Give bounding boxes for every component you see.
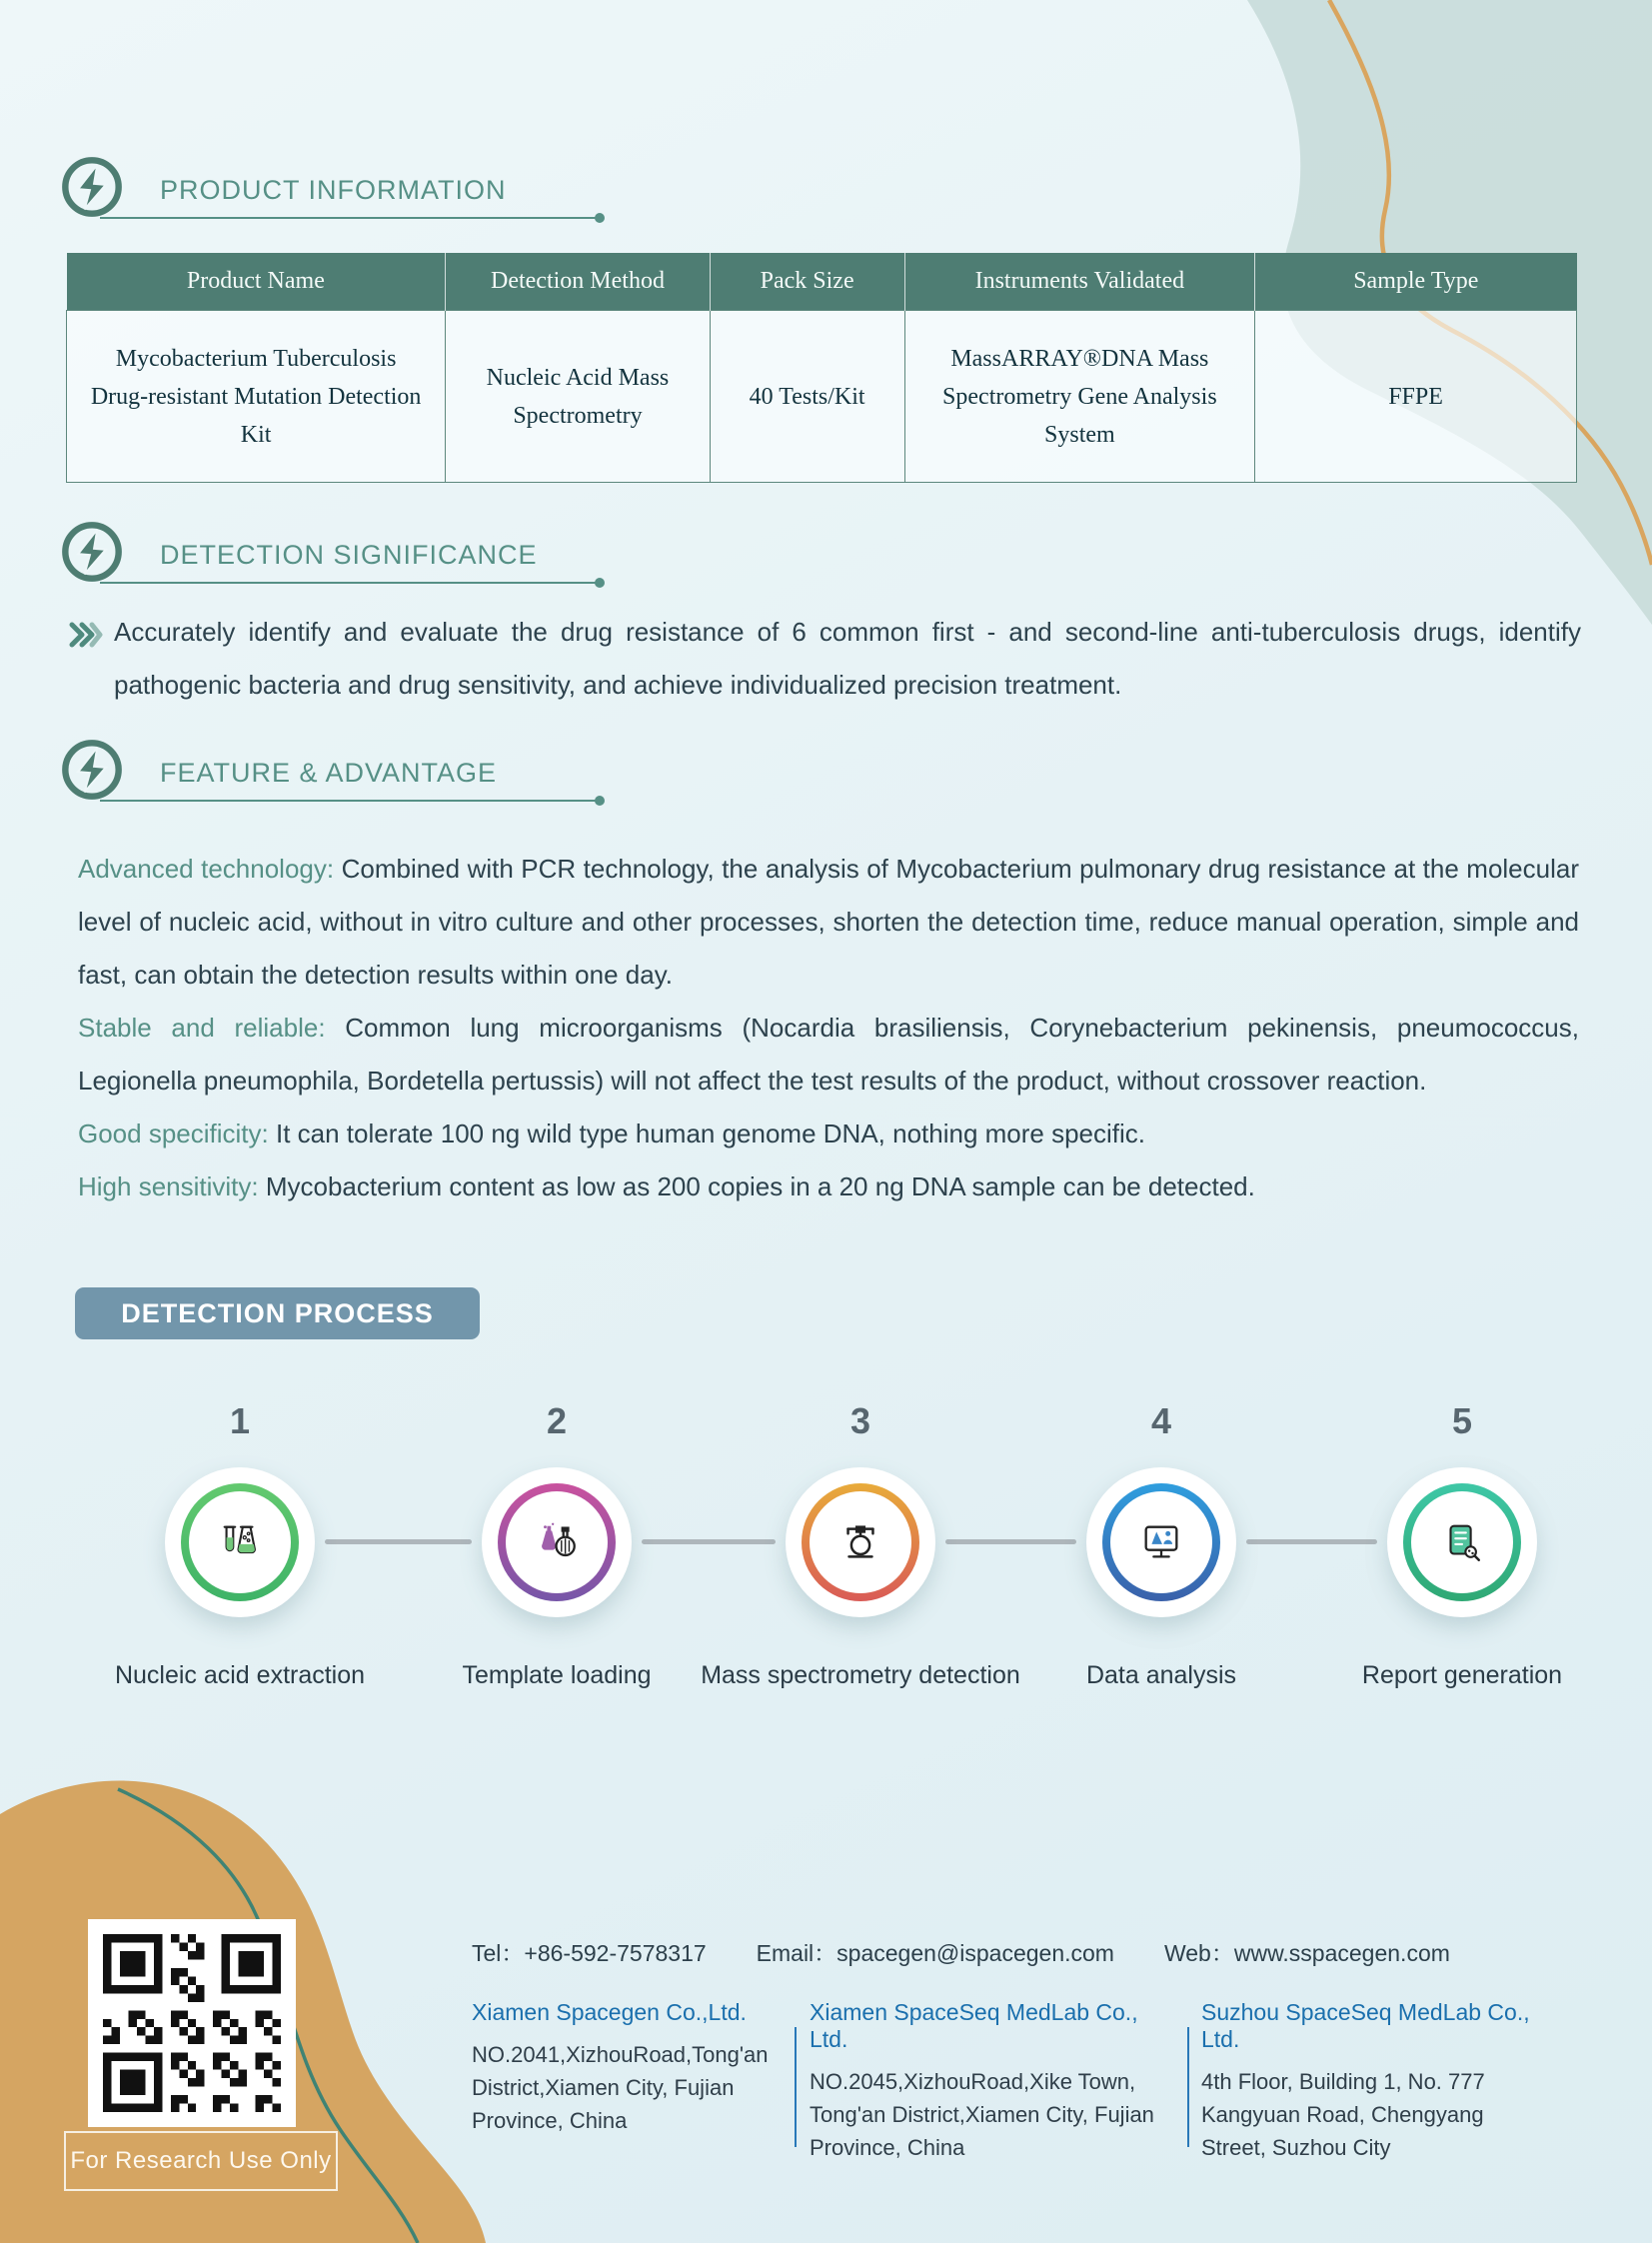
section-title: DETECTION SIGNIFICANCE — [160, 540, 538, 570]
spacegen-ring-bolt-icon — [60, 520, 124, 584]
feature-text: Combined with PCR technology, the analysis of Mycobacterium pulmonary drug resistance at the molecular level of nucleic acid, without in vitro culture and other processes, shorten the detection time, reduce manual operation, simple and fast, can obtain the detection results within one day. — [78, 854, 1579, 990]
research-use-only-badge: For Research Use Only — [64, 2131, 338, 2191]
company-name: Xiamen Spacegen Co.,Ltd. — [472, 1999, 747, 2025]
feature-label: Good specificity: — [78, 1119, 269, 1148]
tel-item — [472, 1935, 707, 1968]
step-label: Report generation — [1361, 1661, 1563, 1689]
double-chevron-icon — [68, 619, 104, 651]
company-xiamen-spacegen — [472, 1999, 784, 2137]
feature-label: Stable and reliable: — [78, 1013, 326, 1043]
significance-text: Accurately identify and evaluate the drug resistance of 6 common first - and second-line anti-tuberculosis drugs, identify pathogenic bacteria and drug sensitivity, and achieve individualized precision treatment. — [114, 617, 1581, 700]
feature-advantage-block — [78, 843, 1579, 1213]
col-header-instruments: Instruments Validated — [904, 253, 1255, 311]
step-number: 1 — [229, 1400, 251, 1441]
step-number: 4 — [1150, 1400, 1172, 1441]
product-info-table — [66, 253, 1577, 483]
feature-label: Advanced technology: — [78, 854, 335, 884]
feature-text: Mycobacterium content as low as 200 copies in a 20 ng DNA sample can be detected. — [258, 1171, 1255, 1201]
company-name: Xiamen SpaceSeq MedLab Co., Ltd. — [810, 1999, 1138, 2052]
process-step-4 — [1001, 1397, 1321, 1690]
feature-item — [78, 1108, 1579, 1160]
qr-code — [88, 1919, 296, 2127]
tel-label: Tel： — [472, 1940, 525, 1966]
company-address: NO.2045,XizhouRoad,Xike Town, Tong'an District,Xiamen City, Fujian Province, China — [810, 2069, 1154, 2160]
step-circle — [1387, 1467, 1537, 1617]
step-number: 2 — [546, 1400, 568, 1441]
table-row — [67, 311, 1577, 483]
step-label: Template loading — [462, 1661, 652, 1689]
feature-text: Common lung microorganisms (Nocardia brasiliensis, Corynebacterium pekinensis, pneumococcus, Legionella pneumophila, Bordetella pertussis) will not affect the test results of the product, without crossover reaction. — [78, 1013, 1579, 1096]
footer-divider — [795, 2027, 797, 2147]
section-underline — [100, 217, 600, 219]
step-circle — [482, 1467, 632, 1617]
step-number: 3 — [849, 1400, 871, 1441]
web-value: www.sspacegen.com — [1233, 1940, 1450, 1966]
col-header-product-name: Product Name — [67, 253, 446, 311]
step-number: 5 — [1451, 1400, 1473, 1441]
step-label: Nucleic acid extraction — [114, 1661, 366, 1689]
process-step-1 — [80, 1397, 400, 1690]
section-header-detection-significance — [60, 520, 680, 600]
cell-sample-type: FFPE — [1255, 311, 1577, 483]
cell-detection-method: Nucleic Acid Mass Spectrometry — [446, 311, 710, 483]
col-header-sample-type: Sample Type — [1255, 253, 1577, 311]
detection-process-badge: DETECTION PROCESS — [75, 1287, 480, 1339]
process-step-5 — [1302, 1397, 1622, 1690]
company-suzhou-spaceseq — [1201, 1999, 1541, 2164]
cell-instruments: MassARRAY®DNA Mass Spectrometry Gene Analysis System — [904, 311, 1255, 483]
web-label: Web： — [1163, 1940, 1234, 1966]
tel-value: +86-592-7578317 — [524, 1940, 707, 1966]
email-item — [757, 1935, 1114, 1968]
section-title: FEATURE & ADVANTAGE — [160, 758, 498, 788]
feature-item — [78, 843, 1579, 1002]
step-label: Data analysis — [1085, 1661, 1237, 1689]
cell-pack-size: 40 Tests/Kit — [710, 311, 904, 483]
feature-item — [78, 1002, 1579, 1108]
section-header-product-information — [60, 155, 680, 235]
feature-label: High sensitivity: — [78, 1171, 259, 1201]
footer-divider — [1187, 2027, 1189, 2147]
col-header-pack-size: Pack Size — [710, 253, 904, 311]
section-title: PRODUCT INFORMATION — [160, 175, 507, 205]
contact-row — [472, 1935, 1450, 1968]
process-step-2 — [397, 1397, 717, 1690]
monitor-analysis-icon — [1138, 1519, 1184, 1565]
flasks-icon — [534, 1519, 580, 1565]
table-header-row — [67, 253, 1577, 311]
section-header-feature-advantage — [60, 738, 680, 818]
company-address: NO.2041,XizhouRoad,Tong'an District,Xiamen City, Fujian Province, China — [472, 2042, 769, 2133]
feature-item — [78, 1160, 1579, 1213]
process-step-3 — [701, 1397, 1020, 1690]
company-name: Suzhou SpaceSeq MedLab Co., Ltd. — [1201, 1999, 1530, 2052]
company-address: 4th Floor, Building 1, No. 777 Kangyuan Road, Chengyang Street, Suzhou City — [1201, 2069, 1485, 2160]
email-label: Email： — [756, 1940, 837, 1966]
web-item — [1164, 1935, 1450, 1968]
cell-product-name: Mycobacterium Tuberculosis Drug-resistant Mutation Detection Kit — [67, 311, 446, 483]
step-circle — [1086, 1467, 1236, 1617]
feature-text: It can tolerate 100 ng wild type human genome DNA, nothing more specific. — [268, 1119, 1146, 1148]
test-tubes-icon — [217, 1519, 263, 1565]
step-circle — [165, 1467, 315, 1617]
section-underline — [100, 800, 600, 802]
email-value: spacegen@ispacegen.com — [836, 1940, 1114, 1966]
spacegen-ring-bolt-icon — [60, 155, 124, 219]
spacegen-ring-bolt-icon — [60, 738, 124, 802]
detection-significance-block — [66, 606, 1581, 712]
col-header-detection-method: Detection Method — [446, 253, 710, 311]
company-xiamen-spaceseq — [810, 1999, 1154, 2164]
step-label: Mass spectrometry detection — [701, 1661, 1020, 1689]
section-underline — [100, 582, 600, 584]
step-circle — [786, 1467, 935, 1617]
mass-spectrometer-icon — [837, 1519, 883, 1565]
report-magnifier-icon — [1439, 1519, 1485, 1565]
